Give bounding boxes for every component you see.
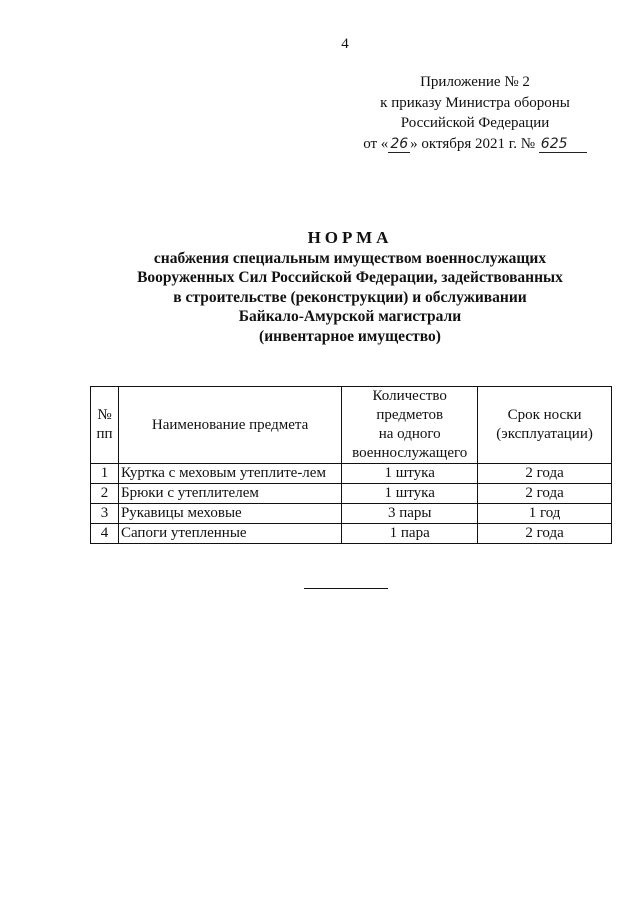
table-row <box>91 504 612 524</box>
row-wear-term: 2 года <box>478 524 612 544</box>
norm-subtitle-line: Вооруженных Сил Российской Федерации, задействованных <box>137 269 563 287</box>
table-row <box>91 464 612 484</box>
norm-subtitle-line: Байкало-Амурской магистрали <box>238 308 462 326</box>
header-quantity <box>342 387 478 464</box>
header-quantity-line: предметов <box>376 407 444 423</box>
row-number: 1 <box>91 464 119 484</box>
page-number: 4 <box>341 36 349 52</box>
header-quantity-line: Количество <box>372 388 447 404</box>
date-prefix: от « <box>363 135 389 152</box>
header-quantity-line: на одного <box>378 426 441 442</box>
header-number-sign: № <box>97 407 112 423</box>
row-quantity: 3 пары <box>342 504 478 524</box>
header-number-pp: пп <box>96 426 113 442</box>
closing-divider <box>304 588 388 589</box>
table-header-row <box>91 387 612 464</box>
row-number: 4 <box>91 524 119 544</box>
header-wear-term <box>478 387 612 464</box>
row-item-name: Куртка с меховым утеплите-лем <box>118 464 341 484</box>
row-item-name: Сапоги утепленные <box>118 524 341 544</box>
header-number <box>91 387 119 464</box>
row-quantity: 1 штука <box>342 484 478 504</box>
table-row <box>91 524 612 544</box>
row-quantity: 1 штука <box>342 464 478 484</box>
appendix-federation-line: Российской Федерации <box>400 115 550 131</box>
header-quantity-line: военнослужащего <box>352 445 468 461</box>
row-item-name: Рукавицы меховые <box>118 504 341 524</box>
norm-subtitle-line: снабжения специальным имуществом военнослужащих <box>153 249 547 267</box>
handwritten-order-number: 625 <box>539 137 587 153</box>
norm-heading: НОРМА <box>307 228 393 247</box>
row-wear-term: 2 года <box>478 464 612 484</box>
header-term-line: Срок носки <box>507 407 582 423</box>
table-row <box>91 484 612 504</box>
norm-title-block <box>90 228 610 347</box>
handwritten-day: 26 <box>390 135 409 152</box>
row-wear-term: 1 год <box>478 504 612 524</box>
header-item-name: Наименование предмета <box>118 387 341 464</box>
norm-table <box>90 386 612 544</box>
norm-subtitle-line: (инвентарное имущество) <box>259 327 441 345</box>
row-quantity: 1 пара <box>342 524 478 544</box>
row-number: 3 <box>91 504 119 524</box>
appendix-title: Приложение № 2 <box>420 74 530 90</box>
date-month-year: » октября 2021 г. № <box>410 135 539 152</box>
appendix-order-line: к приказу Министра обороны <box>380 94 570 111</box>
appendix-date-line <box>330 134 620 155</box>
norm-subtitle-line: в строительстве (реконструкции) и обслуживании <box>173 288 527 306</box>
row-item-name: Брюки с утеплителем <box>118 484 341 504</box>
row-wear-term: 2 года <box>478 484 612 504</box>
row-number: 2 <box>91 484 119 504</box>
header-term-line: (эксплуатации) <box>496 426 593 442</box>
appendix-block <box>330 72 620 154</box>
